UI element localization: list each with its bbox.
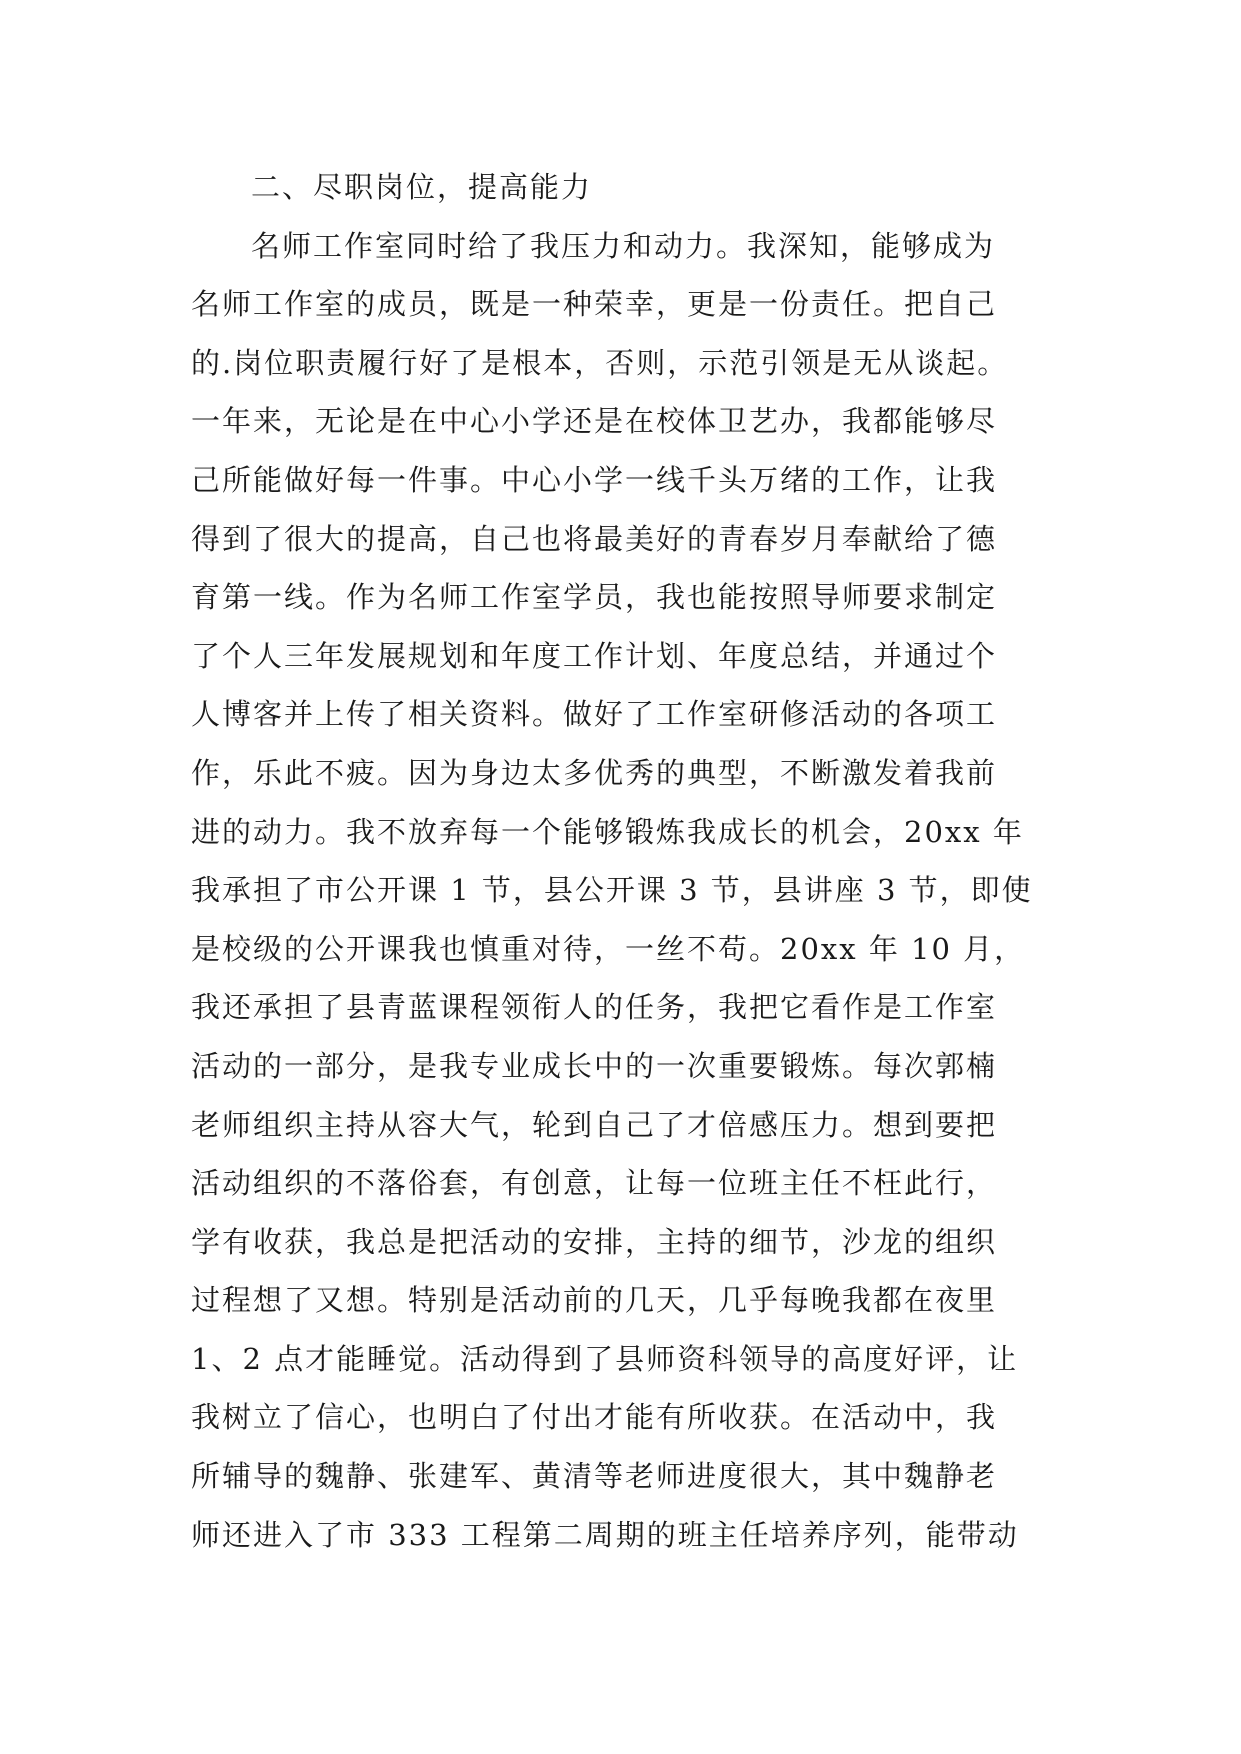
paragraph-line: 1、2 点才能睡觉。活动得到了县师资科领导的高度好评，让 [191,1341,1019,1376]
paragraph-line: 老师组织主持从容大气，轮到自己了才倍感压力。想到要把 [191,1107,998,1142]
paragraph-line: 的.岗位职责履行好了是根本，否则，示范引领是无从谈起。 [191,345,1009,380]
paragraph-line: 我承担了市公开课 1 节，县公开课 3 节，县讲座 3 节，即使 [191,873,1033,908]
paragraph-line: 师还进入了市 333 工程第二周期的班主任培养序列，能带动 [191,1517,1019,1552]
paragraph-line: 名师工作室的成员，既是一种荣幸，更是一份责任。把自己 [191,287,998,322]
paragraph-line: 一年来，无论是在中心小学还是在校体卫艺办，我都能够尽 [191,404,998,439]
paragraph-line: 活动组织的不落俗套，有创意，让每一位班主任不枉此行， [191,1166,998,1201]
paragraph-line: 是校级的公开课我也慎重对待，一丝不苟。20xx 年 10 月， [191,931,1026,966]
paragraph-line: 所辅导的魏静、张建军、黄清等老师进度很大，其中魏静老 [191,1459,998,1494]
document-body [191,158,1071,1564]
paragraph-line: 学有收获，我总是把活动的安排，主持的细节，沙龙的组织 [191,1224,998,1259]
paragraph-line: 了个人三年发展规划和年度工作计划、年度总结，并通过个 [191,638,998,673]
paragraph-line: 过程想了又想。特别是活动前的几天，几乎每晚我都在夜里 [191,1283,998,1318]
paragraph-line: 活动的一部分，是我专业成长中的一次重要锻炼。每次郭楠 [191,1048,998,1083]
paragraph-line: 我树立了信心，也明白了付出才能有所收获。在活动中，我 [191,1400,998,1435]
section-heading: 二、尽职岗位，提高能力 [251,170,593,204]
paragraph-line: 我还承担了县青蓝课程领衔人的任务，我把它看作是工作室 [191,990,998,1025]
paragraph-line: 己所能做好每一件事。中心小学一线千头万绪的工作，让我 [191,462,998,497]
paragraph-line: 作，乐此不疲。因为身边太多优秀的典型，不断激发着我前 [191,755,998,790]
paragraph-line: 名师工作室同时给了我压力和动力。我深知，能够成为 [251,228,996,263]
paragraph-line: 人博客并上传了相关资料。做好了工作室研修活动的各项工 [191,697,998,732]
paragraph-line: 得到了很大的提高，自己也将最美好的青春岁月奉献给了德 [191,521,998,556]
paragraph-line: 进的动力。我不放弃每一个能够锻炼我成长的机会，20xx 年 [191,814,1024,849]
paragraph-line: 育第一线。作为名师工作室学员，我也能按照导师要求制定 [191,580,998,615]
